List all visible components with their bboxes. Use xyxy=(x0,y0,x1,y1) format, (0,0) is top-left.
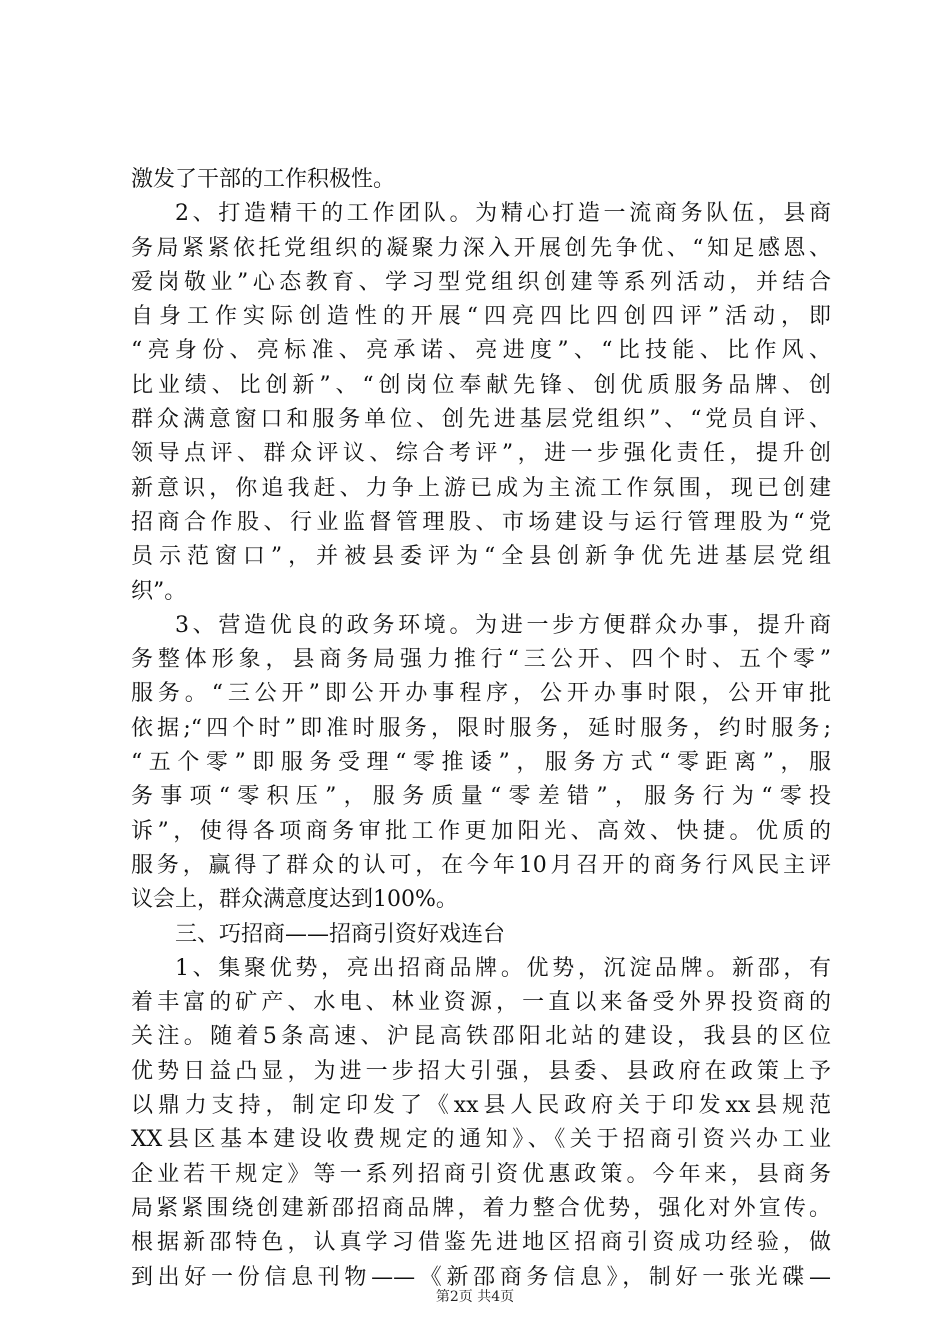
text-line: 1、集聚优势，亮出招商品牌。优势，沉淀品牌。新邵，有 xyxy=(175,955,831,981)
text-line: 到出好一份信息刊物——《新邵商务信息》，制好一张光碟— xyxy=(131,1264,831,1290)
text-line: 务整体形象，县商务局强力推行“三公开、四个时、五个零” xyxy=(131,647,831,673)
body-text xyxy=(131,163,831,1295)
text-line: 3、营造优良的政务环境。为进一步方便群众办事，提升商 xyxy=(175,612,831,638)
text-line: 优势日益凸显，为进一步招大引强，县委、县政府在政策上予 xyxy=(131,1058,831,1084)
text-line: 局紧紧围绕创建新邵招商品牌，着力整合优势，强化对外宣传。 xyxy=(131,1195,831,1221)
text-line: 自身工作实际创造性的开展“四亮四比四创四评”活动，即 xyxy=(131,304,831,330)
text-line: 务局紧紧依托党组织的凝聚力深入开展创先争优、“知足感恩、 xyxy=(131,235,831,261)
text-line: 新意识，你追我赶、力争上游已成为主流工作氛围，现已创建 xyxy=(131,475,831,501)
text-line: 领导点评、群众评议、综合考评”，进一步强化责任，提升创 xyxy=(131,441,831,467)
text-line: 诉”，使得各项商务审批工作更加阳光、高效、快捷。优质的 xyxy=(131,818,831,844)
text-line: 服务，赢得了群众的认可，在今年10月召开的商务行风民主评 xyxy=(131,852,831,878)
text-line: 群众满意窗口和服务单位、创先进基层党组织”、“党员自评、 xyxy=(131,407,831,433)
text-line: 务事项“零积压”，服务质量“零差错”，服务行为“零投 xyxy=(131,784,831,810)
text-line: 着丰富的矿产、水电、林业资源，一直以来备受外界投资商的 xyxy=(131,990,831,1016)
text-line: 议会上，群众满意度达到100%。 xyxy=(131,887,458,913)
text-line: 依据;“四个时”即准时服务，限时服务，延时服务，约时服务; xyxy=(131,715,831,741)
text-line: 以鼎力支持，制定印发了《xx县人民政府关于印发xx县规范 xyxy=(131,1093,831,1119)
text-line: 激发了干部的工作积极性。 xyxy=(131,167,396,192)
text-line: 比业绩、比创新”、“创岗位奉献先锋、创优质服务品牌、创 xyxy=(131,372,831,398)
text-line: 爱岗敬业”心态教育、学习型党组织创建等系列活动，并结合 xyxy=(131,269,831,295)
text-line: 企业若干规定》等一系列招商引资优惠政策。今年来，县商务 xyxy=(131,1161,831,1187)
text-line: 招商合作股、行业监督管理股、市场建设与运行管理股为“党 xyxy=(131,509,831,535)
text-line: “五个零”即服务受理“零推诿”，服务方式“零距离”，服 xyxy=(131,750,831,776)
text-line: “亮身份、亮标准、亮承诺、亮进度”、“比技能、比作风、 xyxy=(131,338,831,364)
text-line: 2、打造精干的工作团队。为精心打造一流商务队伍，县商 xyxy=(175,201,831,227)
text-line: 服务。“三公开”即公开办事程序，公开办事时限，公开审批 xyxy=(131,681,831,707)
text-line: 员示范窗口”，并被县委评为“全县创新争优先进基层党组 xyxy=(131,544,831,570)
text-line: 根据新邵特色，认真学习借鉴先进地区招商引资成功经验，做 xyxy=(131,1230,831,1256)
text-line: 织”。 xyxy=(131,578,187,604)
page-footer: 第2页 共4页 xyxy=(435,1289,515,1305)
text-line: 关注。随着5条高速、沪昆高铁邵阳北站的建设，我县的区位 xyxy=(131,1024,831,1050)
text-line: 三、巧招商——招商引资好戏连台 xyxy=(175,921,506,947)
text-line: XX县区基本建设收费规定的通知》、《关于招商引资兴办工业 xyxy=(131,1127,831,1153)
